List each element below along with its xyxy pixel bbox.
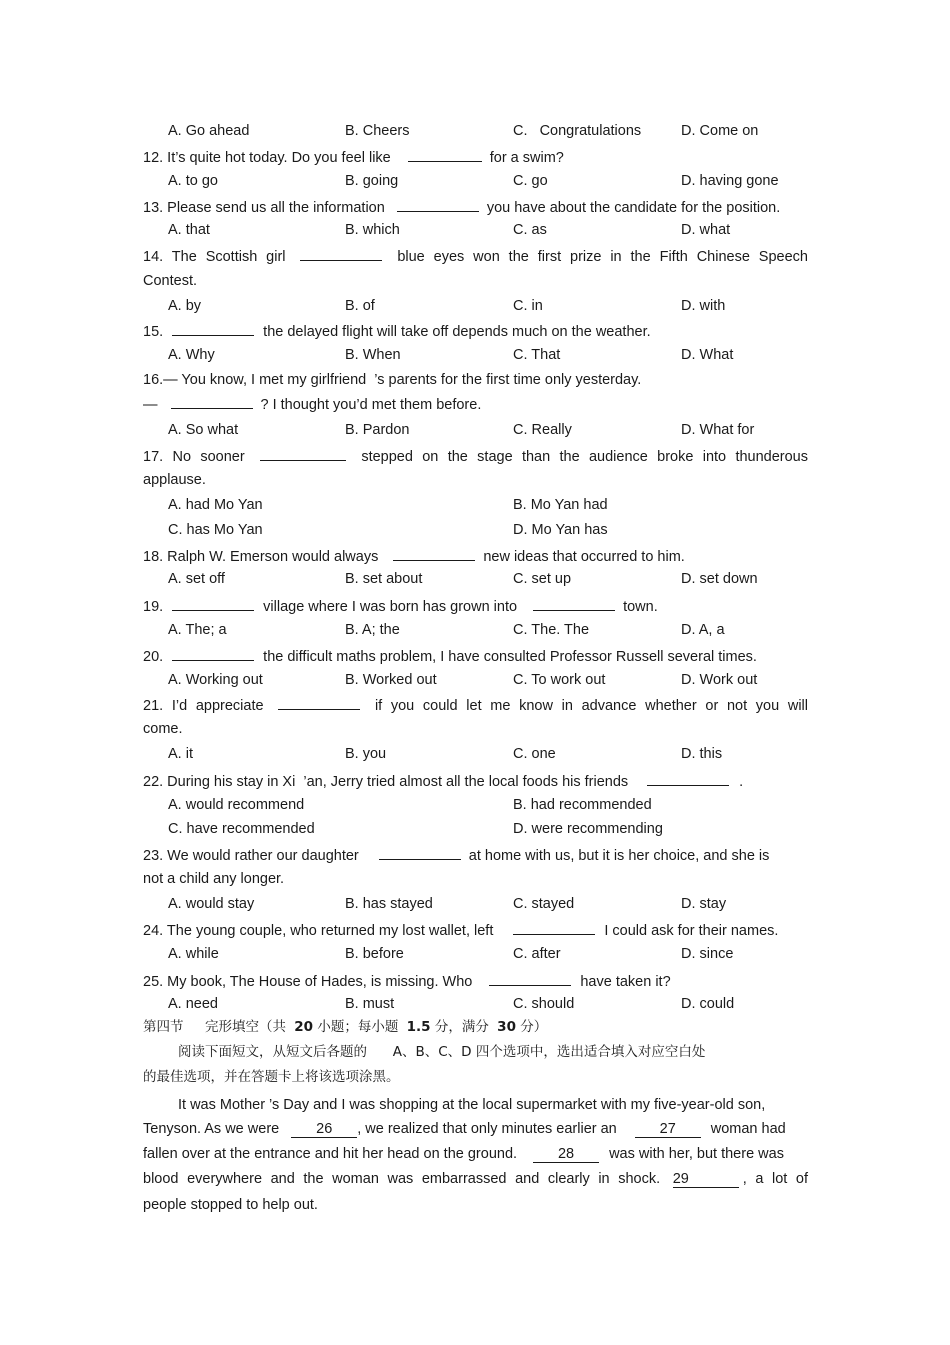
q19-stem: 19. village where I was born has grown into town. <box>143 596 808 616</box>
q17-stem: 17. No sooner stepped on the stage than the audience broke into thunderous <box>143 446 808 466</box>
q16-reply: — ? I thought you’d met them before. <box>143 394 808 414</box>
q22-option-c: C. have recommended <box>168 821 315 837</box>
q24-option-c: C. after <box>513 946 561 962</box>
q11-option-a: A. Go ahead <box>168 123 250 139</box>
q23-stem: 23. We would rather our daughter at home with us, but it is her choice, and she is <box>143 845 808 865</box>
q13-option-b: B. which <box>345 222 400 238</box>
q11-option-b: B. Cheers <box>345 123 410 139</box>
q25-stem: 25. My book, The House of Hades, is missing. Who have taken it? <box>143 971 808 991</box>
answer-blank <box>513 920 595 935</box>
q15-option-d: D. What <box>681 347 734 363</box>
q17-options-row2 <box>168 521 808 539</box>
blank-29: 29 <box>673 1171 739 1188</box>
answer-blank <box>171 394 253 409</box>
q14-stem-cont: Contest. <box>143 273 197 289</box>
q16-option-d: D. What for <box>681 422 755 438</box>
q20-option-b: B. Worked out <box>345 672 437 688</box>
q20-option-c: C. To work out <box>513 672 606 688</box>
q18-option-a: A. set off <box>168 571 225 587</box>
q25-option-b: B. must <box>345 996 395 1012</box>
answer-blank <box>408 147 482 162</box>
q12-option-d: D. having gone <box>681 173 779 189</box>
q19-options <box>168 621 808 639</box>
blank-28: 28 <box>533 1146 599 1163</box>
q24-option-b: B. before <box>345 946 404 962</box>
q22-option-a: A. would recommend <box>168 797 305 813</box>
q16-option-b: B. Pardon <box>345 422 410 438</box>
q22-option-d: D. were recommending <box>513 821 663 837</box>
q17-option-a: A. had Mo Yan <box>168 497 263 513</box>
q21-stem-cont: come. <box>143 721 183 737</box>
q24-option-a: A. while <box>168 946 219 962</box>
passage-line5: people stopped to help out. <box>143 1197 318 1213</box>
q17-options-row1 <box>168 496 808 514</box>
answer-blank <box>397 197 479 212</box>
answer-blank <box>300 246 382 261</box>
q15-option-a: A. Why <box>168 347 215 363</box>
passage-line4: blood everywhere and the woman was embarrassed and clearly in shock. 29 , a lot of <box>143 1171 808 1187</box>
q17-stem-cont: applause. <box>143 472 206 488</box>
answer-blank <box>172 596 254 611</box>
q25-option-d: D. could <box>681 996 735 1012</box>
q12-option-c: C. go <box>513 173 548 189</box>
q21-options <box>168 745 808 763</box>
answer-blank <box>393 546 475 561</box>
q23-option-c: C. stayed <box>513 896 575 912</box>
q20-options <box>168 671 808 689</box>
q17-option-d: D. Mo Yan has <box>513 522 608 538</box>
q16-options <box>168 421 808 439</box>
q23-option-a: A. would stay <box>168 896 255 912</box>
answer-blank <box>489 971 571 986</box>
q15-option-b: B. When <box>345 347 401 363</box>
q11-option-d: D. Come on <box>681 123 759 139</box>
q16-stem: 16.— You know, I met my girlfriend ’s parents for the first time only yesterday. <box>143 372 642 388</box>
q18-option-c: C. set up <box>513 571 572 587</box>
q23-option-b: B. has stayed <box>345 896 433 912</box>
q15-stem: 15. the delayed flight will take off depends much on the weather. <box>143 321 808 341</box>
q22-option-b: B. had recommended <box>513 797 652 813</box>
q13-option-a: A. that <box>168 222 210 238</box>
q15-options <box>168 346 808 364</box>
q22-stem: 22. During his stay in Xi ’an, Jerry tried almost all the local foods his friends . <box>143 771 808 791</box>
blank-27: 27 <box>635 1121 701 1138</box>
q18-stem: 18. Ralph W. Emerson would always new ideas that occurred to him. <box>143 546 808 566</box>
q21-option-a: A. it <box>168 746 193 762</box>
q17-option-c: C. has Mo Yan <box>168 522 263 538</box>
instructions-line2: 的最佳选项，并在答题卡上将该选项涂黑。 <box>143 1069 400 1085</box>
blank-26: 26 <box>291 1121 357 1138</box>
answer-blank <box>533 596 615 611</box>
q12-option-a: A. to go <box>168 173 218 189</box>
q25-option-a: A. need <box>168 996 218 1012</box>
q14-option-d: D. with <box>681 298 726 314</box>
q12-stem: 12. It’s quite hot today. Do you feel like for a swim? <box>143 147 808 167</box>
q14-option-b: B. of <box>345 298 375 314</box>
q13-option-c: C. as <box>513 222 547 238</box>
q20-option-d: D. Work out <box>681 672 758 688</box>
q20-option-a: A. Working out <box>168 672 263 688</box>
q12-options <box>168 172 808 190</box>
answer-blank <box>379 845 461 860</box>
q23-option-d: D. stay <box>681 896 727 912</box>
q11-option-c: C. Congratulations <box>513 123 642 139</box>
q19-option-a: A. The; a <box>168 622 227 638</box>
q19-option-b: B. A; the <box>345 622 400 638</box>
q22-options-row1 <box>168 796 808 814</box>
q21-option-d: D. this <box>681 746 723 762</box>
answer-blank <box>278 695 360 710</box>
section-heading: 第四节 完形填空（共 20 小题；每小题 1.5 分，满分 30 分） <box>143 1019 548 1035</box>
q23-options <box>168 895 808 913</box>
q24-option-d: D. since <box>681 946 734 962</box>
q14-options <box>168 297 808 315</box>
q19-option-d: D. A, a <box>681 622 725 638</box>
passage-line1: It was Mother ’s Day and I was shopping at the local supermarket with my five-year-old son, <box>178 1097 766 1113</box>
q21-option-c: C. one <box>513 746 556 762</box>
q18-option-d: D. set down <box>681 571 758 587</box>
q21-stem: 21. I’d appreciate if you could let me know in advance whether or not you will <box>143 695 808 715</box>
q18-option-b: B. set about <box>345 571 423 587</box>
q14-stem: 14. The Scottish girl blue eyes won the first prize in the Fifth Chinese Speech <box>143 246 808 266</box>
q21-option-b: B. you <box>345 746 387 762</box>
q23-stem-cont: not a child any longer. <box>143 871 285 887</box>
q22-options-row2 <box>168 820 808 838</box>
q25-option-c: C. should <box>513 996 575 1012</box>
passage-line3: fallen over at the entrance and hit her head on the ground. 28 was with her, but there was <box>143 1146 784 1162</box>
q16-option-c: C. Really <box>513 422 572 438</box>
answer-blank <box>647 771 729 786</box>
q13-stem: 13. Please send us all the information you have about the candidate for the position. <box>143 197 808 217</box>
passage-line2: Tenyson. As we were 26 , we realized that only minutes earlier an 27 woman had <box>143 1121 786 1137</box>
q25-options <box>168 995 808 1013</box>
q17-option-b: B. Mo Yan had <box>513 497 608 513</box>
answer-blank <box>260 446 346 461</box>
q20-stem: 20. the difficult maths problem, I have consulted Professor Russell several times. <box>143 646 808 666</box>
q16-option-a: A. So what <box>168 422 239 438</box>
q14-option-a: A. by <box>168 298 202 314</box>
q13-options <box>168 221 808 239</box>
answer-blank <box>172 646 254 661</box>
answer-blank <box>172 321 254 336</box>
q24-stem: 24. The young couple, who returned my lost wallet, left I could ask for their names. <box>143 920 808 940</box>
q14-option-c: C. in <box>513 298 543 314</box>
q19-option-c: C. The. The <box>513 622 590 638</box>
q13-option-d: D. what <box>681 222 731 238</box>
q15-option-c: C. That <box>513 347 561 363</box>
q11-options <box>168 122 808 140</box>
q12-option-b: B. going <box>345 173 399 189</box>
instructions-line1: 阅读下面短文，从短文后各题的 A、B、C、D 四个选项中，选出适合填入对应空白处 <box>178 1044 706 1060</box>
q24-options <box>168 945 808 963</box>
q18-options <box>168 570 808 588</box>
